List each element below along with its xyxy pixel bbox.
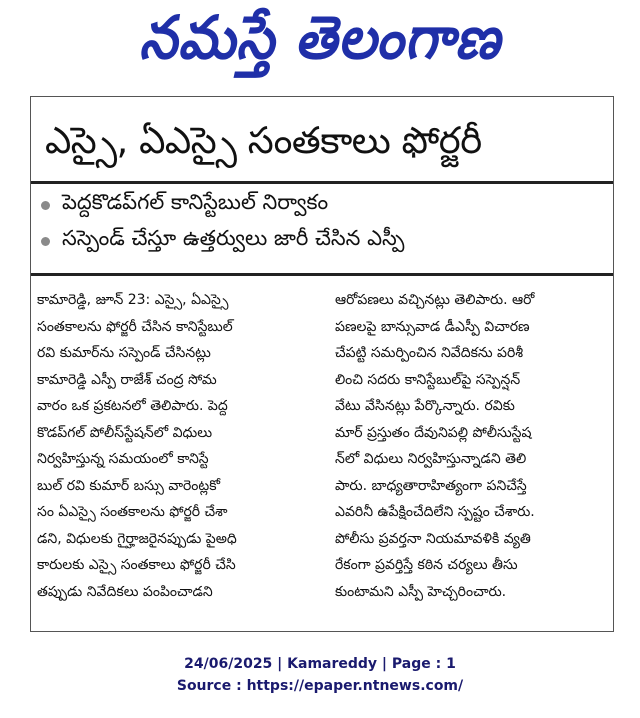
column-left [37, 287, 309, 605]
news-clipping [30, 96, 614, 632]
body-line: వారం ఒక ప్రకటనలో తెలిపారు. పెద్ద [37, 398, 228, 414]
body-line: ఎవరినీ ఉపేక్షించేదిలేని స్పష్టం చేశారు. [335, 504, 535, 520]
subheading-text: సస్పెండ్ చేస్తూ ఉత్తర్వులు జారీ చేసిన ఎస్పీ [62, 226, 405, 250]
body-line: డని, విధులకు గైర్హాజరైనప్పుడు పైఅధి [37, 530, 237, 547]
subheading-text: పెద్దకొడప్‌గల్ కానిస్టేబుల్ నిర్వాకం [62, 190, 329, 214]
body-line: ఆరోపణలు వచ్చినట్లు తెలిపారు. ఆరో [335, 292, 535, 308]
body-line: కారులకు ఎస్సై సంతకాలు ఫోర్జరీ చేసి [37, 557, 236, 573]
subheading [37, 187, 607, 223]
body-line: రేకంగా ప్రవర్తిస్తే కఠిన చర్యలు తీసు [335, 557, 518, 573]
body-line: కామారెడ్డి ఎస్పీ రాజేశ్ చంద్ర సోమ [37, 371, 217, 388]
body-line: బుల్ రవి కుమార్ బస్సు వారెంట్లకో [37, 477, 221, 494]
newspaper-logo: నమస్తే తెలంగాణ [139, 2, 501, 72]
subheading-divider [31, 273, 613, 276]
subheading [37, 223, 607, 259]
body-line: పోలీసు ప్రవర్తనా నియమావళికి వ్యతి [335, 530, 531, 547]
body-line: చేపట్టి సమర్పించిన నివేదికను పరిశీ [335, 345, 524, 361]
body-line: కామారెడ్డి, జూన్ 23: ఎస్సై, ఏఎస్సై [37, 292, 229, 308]
body-line: సం ఏఎస్సై సంతకాలను ఫోర్జరీ చేశా [37, 504, 228, 520]
body-line: పారు. బాధ్యతారాహిత్యంగా పనిచేస్తే [335, 477, 527, 494]
body-line: నిర్వహిస్తున్న సమయంలో కానిస్టే [37, 451, 209, 467]
bullet-icon [41, 201, 50, 210]
body-line: తప్పుడు నివేదికలు పంపించాడని [37, 583, 213, 600]
body-line: పణలపై బాన్సువాడ డీఎస్పీ విచారణ [335, 318, 530, 335]
headline-divider [31, 181, 613, 184]
body-line: మార్ ప్రస్తుతం దేవునిపల్లి పోలీసుస్టేష [335, 424, 532, 441]
bullet-icon [41, 237, 50, 246]
masthead [0, 0, 640, 90]
body-line: కొడప్‌గల్ పోలీస్‌స్టేషన్‌లో విధులు [37, 424, 213, 441]
footer-source: Source : https://epaper.ntnews.com/ [176, 678, 464, 694]
subheadings [37, 187, 607, 259]
body-line: లించి సదరు కానిస్టేబుల్‌పై సస్పెన్షన్ [335, 371, 521, 388]
article-headline: ఎస్సై, ఏఎస్సై సంతకాలు ఫోర్జరీ [45, 119, 482, 162]
body-line: వేటు వేసినట్లు పేర్కొన్నారు. రవికు [335, 398, 515, 414]
body-line: న్‌లో విధులు నిర్వహిస్తున్నాడని తెలి [335, 451, 527, 467]
footer-date-edition: 24/06/2025 | Kamareddy | Page : 1 [184, 656, 456, 672]
body-line: సంతకాలను ఫోర్జరీ చేసిన కానిస్టేబుల్ [37, 318, 233, 335]
body-line: కుంటామని ఎస్పీ హెచ్చరించారు. [335, 583, 507, 600]
article-body [37, 287, 607, 605]
column-right [335, 287, 607, 605]
body-line: రవి కుమార్‌ను సస్పెండ్ చేసినట్లు [37, 345, 211, 361]
